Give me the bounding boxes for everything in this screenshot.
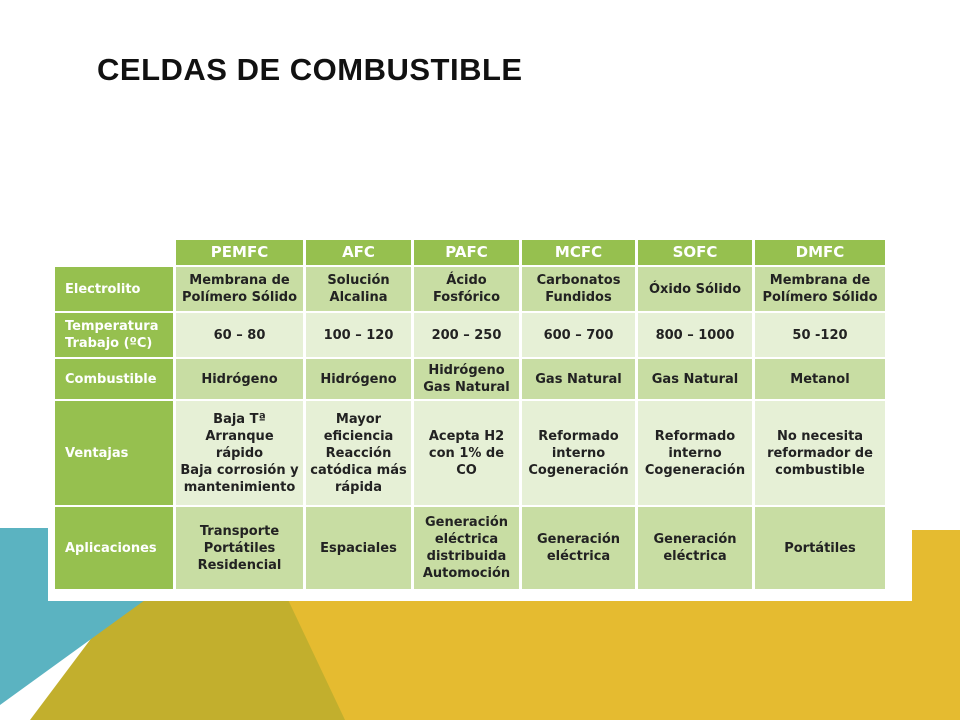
table-cell [755, 401, 885, 505]
table-cell [638, 359, 752, 399]
cell-line: combustible [775, 462, 865, 478]
cell-line: Gas Natural [651, 371, 739, 387]
cell-line: eléctrica [546, 549, 611, 564]
table-cell [414, 401, 519, 505]
cell-line: Reformado [538, 428, 619, 444]
cell-line: Hidrógeno [428, 363, 505, 378]
cell-line: Arranque rápido [205, 428, 274, 461]
cell-line: Reacción [325, 445, 392, 461]
row-header-line: Electrolito [65, 281, 141, 297]
table-cell [306, 313, 411, 357]
cell-line: Cogeneración [528, 462, 629, 478]
row-header-line: Aplicaciones [65, 540, 157, 556]
table-cell [414, 359, 519, 399]
cell-line: mantenimiento [183, 479, 296, 495]
table-cell [755, 313, 885, 357]
table-cell [414, 267, 519, 311]
cell-line: 600 – 700 [543, 327, 614, 343]
table-cell [306, 401, 411, 505]
cell-line: Membrana de [189, 273, 290, 288]
cell-line: Óxido Sólido [648, 281, 742, 297]
cell-line: Membrana de [769, 273, 871, 288]
cell-line: 200 – 250 [431, 327, 502, 343]
table-cell [638, 313, 752, 357]
row-header [55, 359, 173, 399]
table-cell [522, 401, 635, 505]
table-cell [522, 359, 635, 399]
column-header: DMFC [755, 240, 885, 265]
table-cell [414, 507, 519, 589]
cell-line: Baja Tª [213, 411, 266, 427]
cell-line: Generación [424, 515, 509, 530]
cell-line: eléctrica [663, 549, 727, 564]
cell-line: eficiencia [323, 428, 394, 444]
row-header-line: Temperatura [65, 319, 159, 334]
cell-line: Baja corrosión y [180, 462, 299, 478]
cell-line: Espaciales [320, 540, 397, 556]
table-cell [306, 359, 411, 399]
row-header-line: Trabajo (ºC) [65, 336, 153, 351]
cell-line: Fosfórico [432, 290, 501, 305]
table-cell [522, 267, 635, 311]
cell-line: Fundidos [545, 290, 612, 305]
cell-line: Metanol [790, 371, 850, 387]
cell-line: distribuida [426, 549, 507, 564]
cell-line: Residencial [197, 557, 282, 573]
column-header: AFC [306, 240, 411, 265]
table-cell [522, 313, 635, 357]
column-header: PEMFC [176, 240, 303, 265]
table-row [55, 313, 885, 357]
slide-title: CELDAS DE COMBUSTIBLE [97, 52, 523, 87]
table-cell [755, 267, 885, 311]
cell-line: 50 -120 [792, 327, 848, 343]
cell-line: Polímero Sólido [181, 290, 298, 305]
table-cell [755, 507, 885, 589]
cell-line: 60 – 80 [213, 327, 266, 343]
cell-line: Mayor [335, 411, 382, 427]
cell-line: Gas Natural [423, 380, 510, 395]
table-cell [306, 507, 411, 589]
cell-line: catódica más [310, 462, 407, 478]
cell-line: Generación [653, 532, 737, 547]
table-cell [306, 267, 411, 311]
table-cell [638, 507, 752, 589]
fuel-cell-comparison-table [52, 238, 888, 591]
row-header-line: Combustible [65, 371, 157, 387]
cell-line: Hidrógeno [320, 371, 397, 387]
table-row [55, 401, 885, 505]
cell-line: rápida [334, 479, 383, 495]
cell-line: Reformado [654, 428, 736, 444]
table-row [55, 507, 885, 589]
cell-line: CO [456, 462, 477, 478]
cell-line: 100 – 120 [323, 327, 394, 343]
cell-line: eléctrica [434, 532, 499, 547]
cell-line: Solución [327, 273, 390, 288]
cell-line: Gas Natural [535, 371, 622, 387]
table-cell [638, 401, 752, 505]
cell-line: Hidrógeno [201, 371, 278, 387]
cell-line: Alcalina [329, 290, 388, 305]
row-header [55, 313, 173, 357]
cell-line: Portátiles [203, 540, 276, 556]
table-cell [176, 267, 303, 311]
table-row [55, 359, 885, 399]
column-header: SOFC [638, 240, 752, 265]
table-cell [176, 401, 303, 505]
cell-line: No necesita [776, 428, 864, 444]
column-header: MCFC [522, 240, 635, 265]
cell-line: Acepta H2 [428, 428, 505, 444]
row-header [55, 401, 173, 505]
table-header-row [55, 240, 885, 265]
cell-line: Cogeneración [644, 462, 746, 478]
cell-line: reformador de [767, 445, 873, 461]
row-header-line: Ventajas [65, 445, 129, 461]
cell-line: Portátiles [784, 540, 856, 556]
table-cell [638, 267, 752, 311]
table-row [55, 267, 885, 311]
row-header [55, 507, 173, 589]
table-cell [176, 313, 303, 357]
cell-line: con 1% de [428, 445, 505, 461]
cell-line: Ácido [446, 273, 487, 288]
cell-line: Transporte [199, 523, 280, 539]
cell-line: Polímero Sólido [762, 290, 878, 305]
table-cell [755, 359, 885, 399]
cell-line: Automoción [422, 566, 511, 581]
table-cell [414, 313, 519, 357]
cell-line: Carbonatos [536, 273, 621, 288]
row-header [55, 267, 173, 311]
column-header: PAFC [414, 240, 519, 265]
table-cell [176, 507, 303, 589]
cell-line: Generación [536, 532, 621, 547]
cell-line: interno [551, 445, 606, 461]
cell-line: interno [668, 445, 722, 461]
table-corner-cell [55, 240, 173, 265]
table-cell [176, 359, 303, 399]
table-cell [522, 507, 635, 589]
cell-line: 800 – 1000 [655, 327, 735, 343]
